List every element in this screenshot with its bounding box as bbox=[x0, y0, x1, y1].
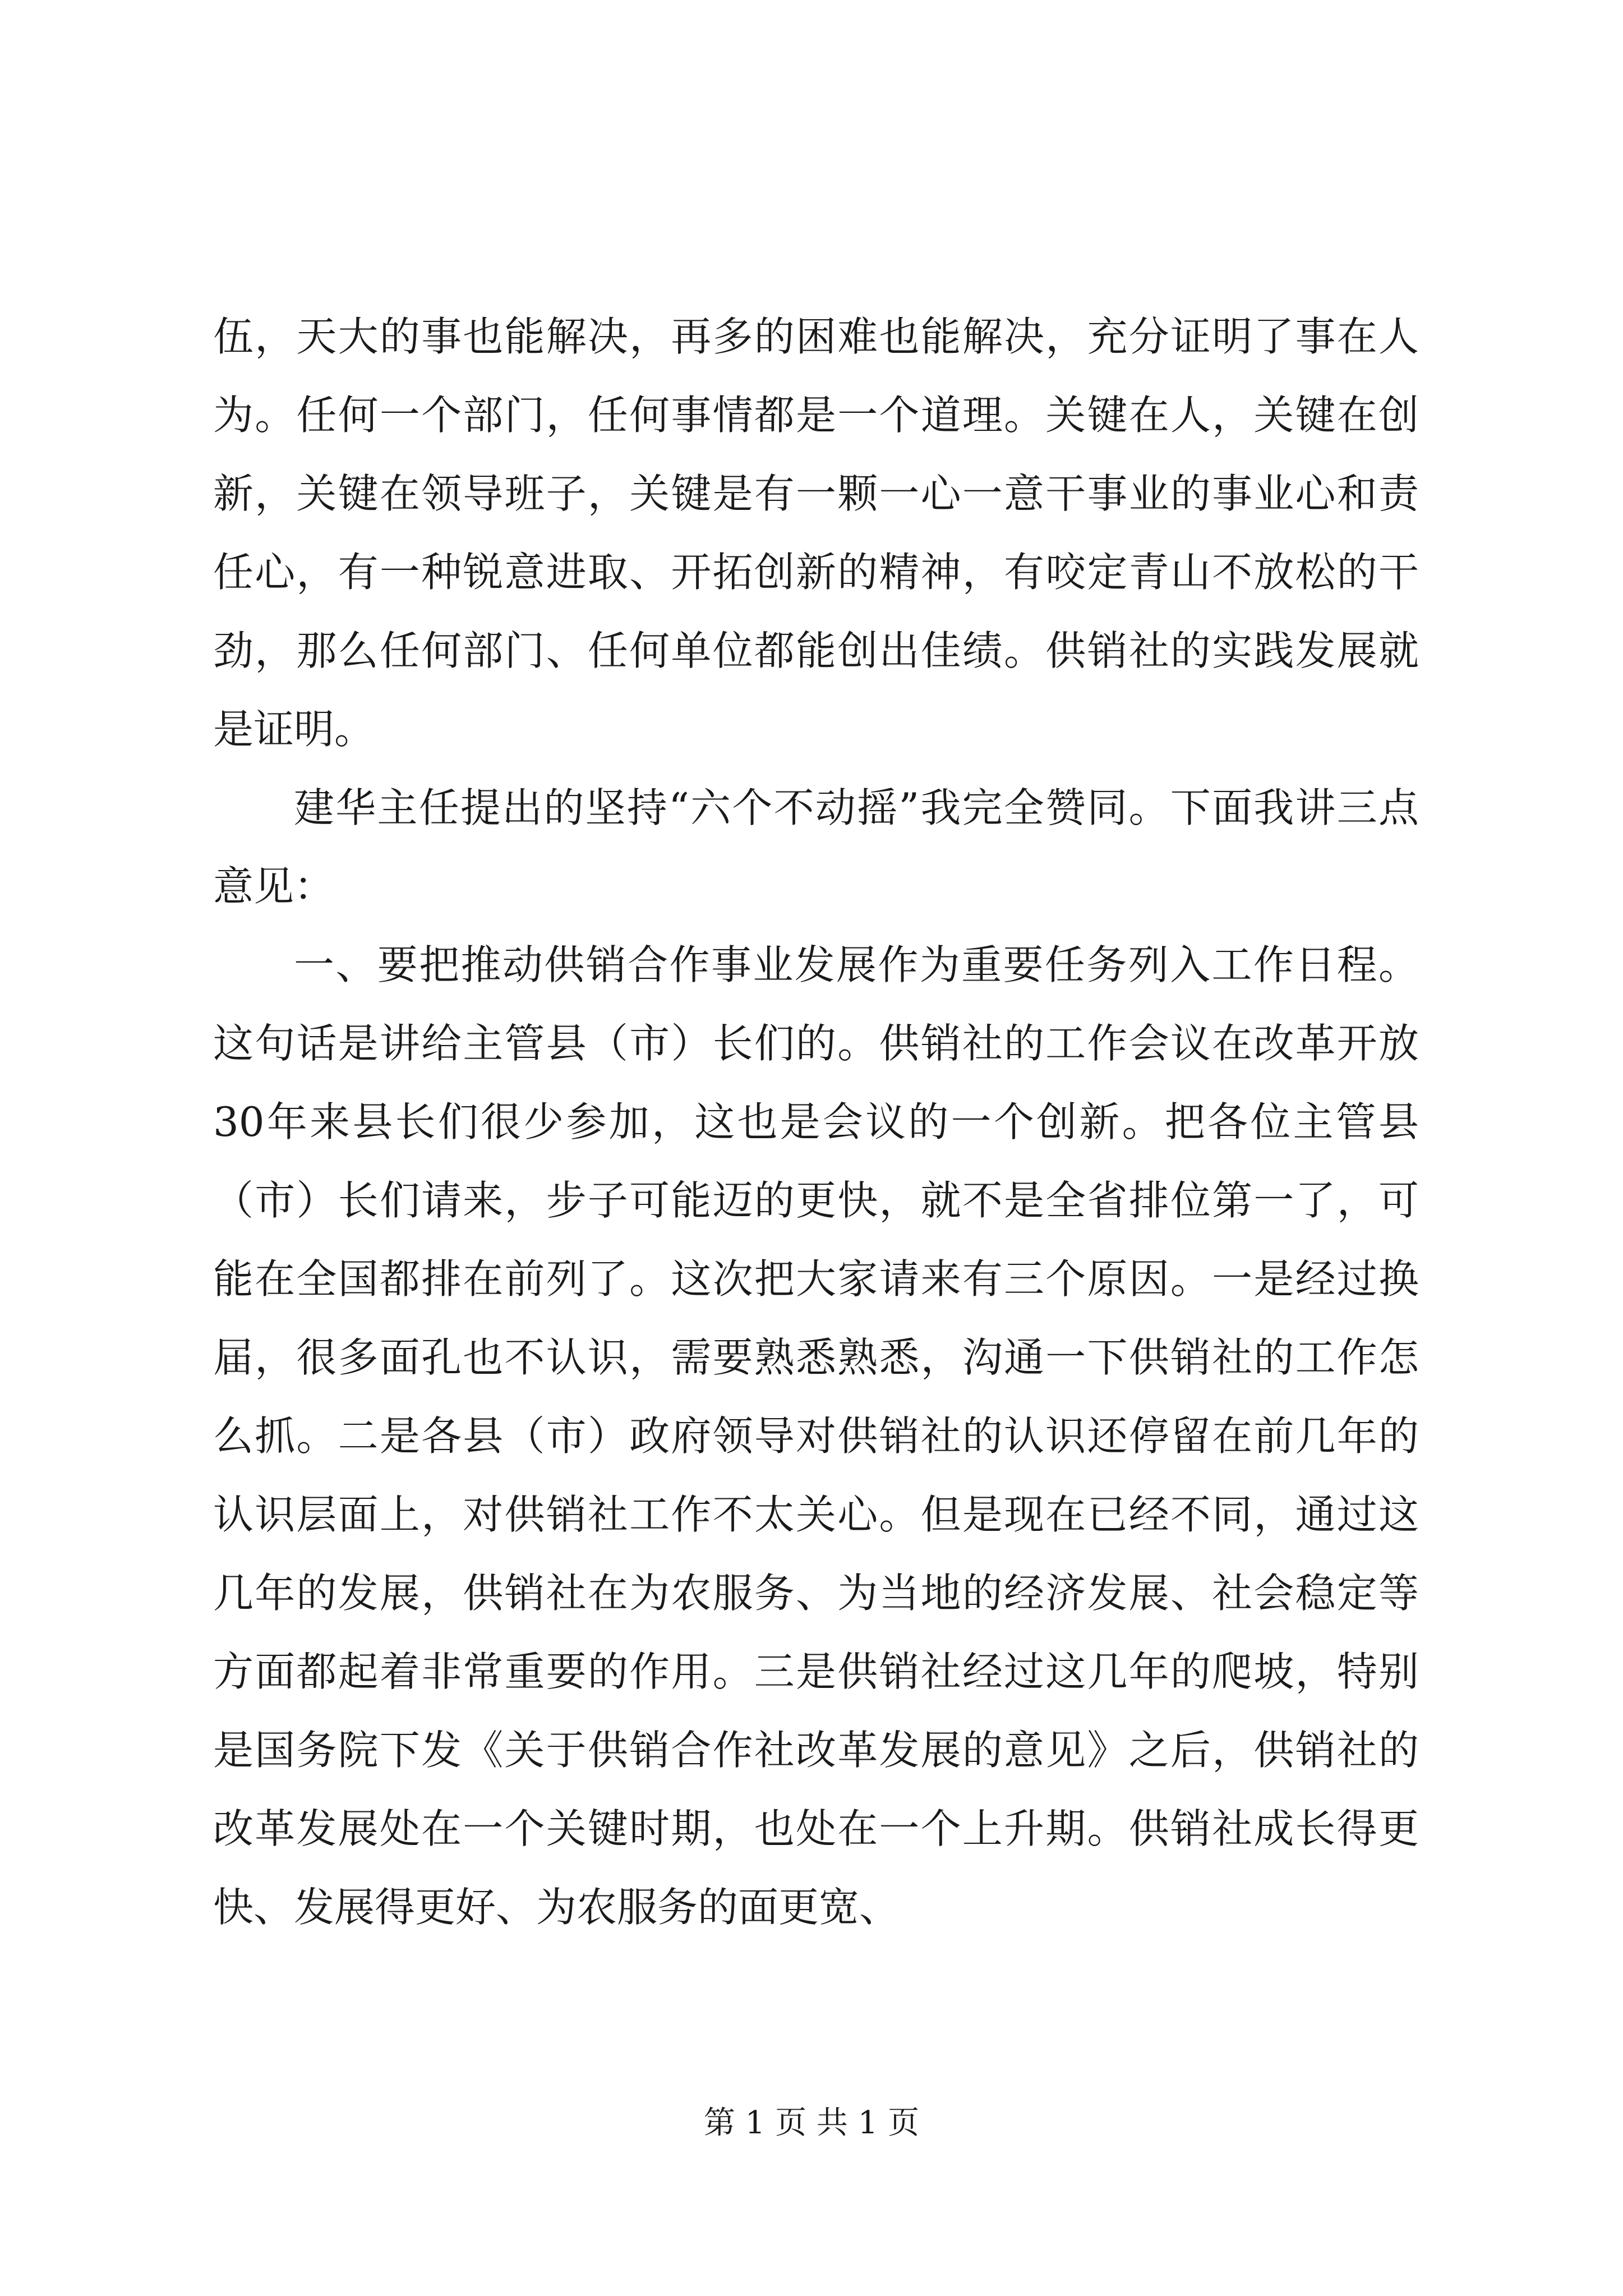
paragraph-3: 一、要把推动供销合作事业发展作为重要任务列入工作日程。这句话是讲给主管县（市）长们的。供销社的工作会议在改革开放30年来县长们很少参加，这也是会议的一个创新。把各位主管县（市）长们请来，步子可能迈的更快，就不是全省排位第一了，可能在全国都排在前列了。这次把大家请来有三个原因。一是经过换届，很多面孔也不认识，需要熟悉熟悉，沟通一下供销社的工作怎么抓。二是各县（市）政府领导对供销社的认识还停留在前几年的认识层面上，对供销社工作不太关心。但是现在已经不同，通过这几年的发展，供销社在为农服务、为当地的经济发展、社会稳定等方面都起着非常重要的作用。三是供销社经过这几年的爬坡，特别是国务院下发《关于供销合作社改革发展的意见》之后，供销社的改革发展处在一个关键时期，也处在一个上升期。供销社成长得更快、发展得更好、为农服务的面更宽、 bbox=[213, 941, 1419, 1931]
document-body bbox=[213, 297, 1419, 1947]
paragraph-2: 建华主任提出的坚持“六个不动摇”我完全赞同。下面我讲三点意见： bbox=[213, 784, 1419, 910]
paragraph-1: 伍，天大的事也能解决，再多的困难也能解决，充分证明了事在人为。任何一个部门，任何事情都是一个道理。关键在人，关键在创新，关键在领导班子，关键是有一颗一心一意干事业的事业心和责任心，有一种锐意进取、开拓创新的精神，有咬定青山不放松的干劲，那么任何部门、任何单位都能创出佳绩。供销社的实践发展就是证明。 bbox=[213, 313, 1419, 753]
page-footer: 第 1 页 共 1 页 bbox=[703, 2105, 920, 2141]
